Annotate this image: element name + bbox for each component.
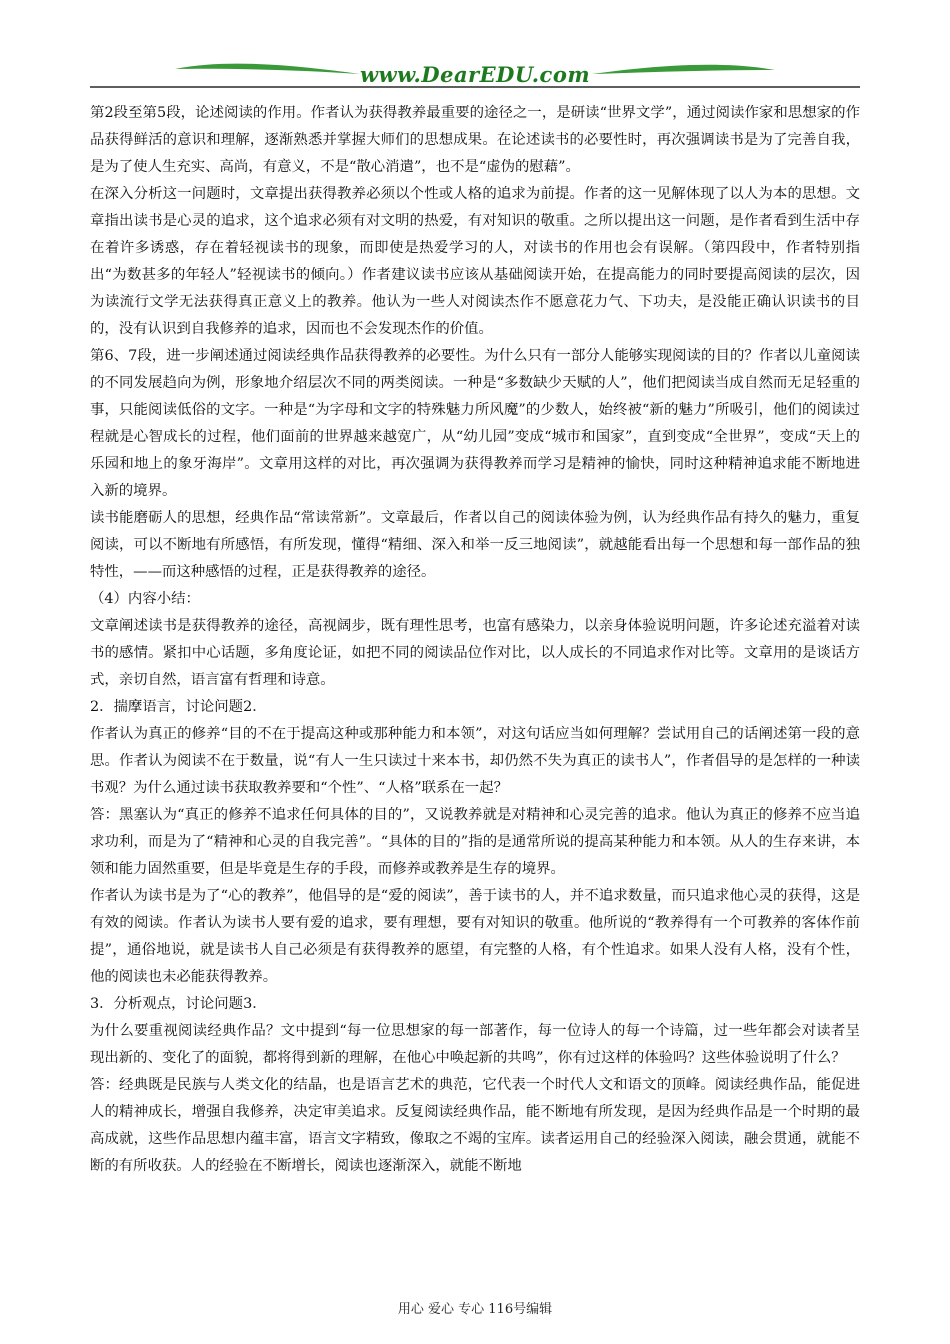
page-header <box>0 0 950 100</box>
paragraph: 文章阐述读书是获得教养的途径，高视阔步，既有理性思考，也富有感染力，以亲身体验说明问题，许多论述充溢着对读书的感情。紧扣中心话题，多角度论证，如把不同的阅读品位作对比，以人成长的不同追求作对比等。文章用的是谈话方式，亲切自然，语言富有哲理和诗意。 <box>90 618 860 688</box>
section-heading: （4）内容小结： <box>90 591 200 607</box>
paragraph: 在深入分析这一问题时，文章提出获得教养必须以个性或人格的追求为前提。作者的这一见解体现了以人为本的思想。文章指出读书是心灵的追求，这个追求必须有对文明的热爱，有对知识的敬重。之所以提出这一问题，是作者看到生活中存在着许多诱惑，存在着轻视读书的现象，而即使是热爱学习的人，对读书的作用也会有误解。（第四段中，作者特别指出“为数甚多的年轻人”轻视读书的倾向。）作者建议读书应该从基础阅读开始，在提高能力的同时要提高阅读的层次，因为读流行文学无法获得真正意义上的教养。他认为一些人对阅读杰作不愿意花力气、下功夫，是没能正确认识读书的目的，没有认识到自我修养的追求，因而也不会发现杰作的价值。 <box>90 186 860 337</box>
question-paragraph: 作者认为真正的修养“目的不在于提高这种或那种能力和本领”，对这句话应当如何理解？尝试用自己的话阐述第一段的意思。作者认为阅读不在于数量，说“有人一生只读过十来本书，却仍然不失为真正的读书人”，作者倡导的是怎样的一种读书观？为什么通过读书获取教养要和“个性”、“人格”联系在一起？ <box>90 726 860 796</box>
question-paragraph: 为什么要重视阅读经典作品？文中提到“每一位思想家的每一部著作，每一位诗人的每一个诗篇，过一些年都会对读者呈现出新的、变化了的面貌，都将得到新的理解，在他心中唤起新的共鸣”，你有过这样的体验吗？这些体验说明了什么？ <box>90 1023 860 1066</box>
answer-paragraph: 答：经典既是民族与人类文化的结晶，也是语言艺术的典范，它代表一个时代人文和语文的顶峰。阅读经典作品，能促进人的精神成长，增强自我修养，决定审美追求。反复阅读经典作品，能不断地有所发现，是因为经典作品是一个时期的最高成就，这些作品思想内蕴丰富，语言文字精致，像取之不竭的宝库。读者运用自己的经验深入阅读，融会贯通，就能不断的有所收获。人的经验在不断增长，阅读也逐渐深入，就能不断地 <box>90 1077 860 1174</box>
answer-paragraph: 答：黑塞认为“真正的修养不追求任何具体的目的”，又说教养就是对精神和心灵完善的追求。他认为真正的修养不应当追求功利，而是为了“精神和心灵的自我完善”。“具体的目的”指的是通常所说的提高某种能力和本领。从人的生存来讲，本领和能力固然重要，但是毕竟是生存的手段，而修养或教养是生存的境界。 <box>90 807 860 877</box>
section-heading: 2．揣摩语言，讨论问题2． <box>90 699 267 715</box>
left-swoosh <box>175 64 360 74</box>
section-heading: 3．分析观点，讨论问题3． <box>90 996 267 1012</box>
right-swoosh <box>592 65 775 74</box>
paragraph: 读书能磨砺人的思想，经典作品“常读常新”。文章最后，作者以自己的阅读体验为例，认为经典作品有持久的魅力，重复阅读，可以不断地有所感悟，有所发现，懂得“精细、深入和举一反三地阅读”，就越能看出每一个思想和每一部作品的独特性，——而这种感悟的过程，正是获得教养的途径。 <box>90 510 860 580</box>
paragraph: 第2段至第5段，论述阅读的作用。作者认为获得教养最重要的途径之一，是研读“世界文学”，通过阅读作家和思想家的作品获得鲜活的意识和理解，逐渐熟悉并掌握大师们的思想成果。在论述读书的必要性时，再次强调读书是为了完善自我，是为了使人生充实、高尚，有意义，不是“散心消遣”，也不是“虚伪的慰藉”。 <box>90 105 860 175</box>
paragraph: 第6、7段，进一步阐述通过阅读经典作品获得教养的必要性。为什么只有一部分人能够实现阅读的目的？作者以儿童阅读的不同发展趋向为例，形象地介绍层次不同的两类阅读。一种是“多数缺少天赋的人”，他们把阅读当成自然而无足轻重的事，只能阅读低俗的文字。一种是“为字母和文字的特殊魅力所风魔”的少数人，始终被“新的魅力”所吸引，他们的阅读过程就是心智成长的过程，他们面前的世界越来越宽广，从“幼儿园”变成“城市和国家”，直到变成“全世界”，变成“天上的乐园和地上的象牙海岸”。文章用这样的对比，再次强调为获得教养而学习是精神的愉快，同时这种精神追求能不断地进入新的境界。 <box>90 348 860 499</box>
page-footer: 用心 爱心 专心 116号编辑 <box>397 1302 553 1317</box>
paragraph: 作者认为读书是为了“心的教养”，他倡导的是“爱的阅读”，善于读书的人，并不追求数量，而只追求他心灵的获得，这是有效的阅读。作者认为读书人要有爱的追求，要有理想，要有对知识的敬重。他所说的“教养得有一个可教养的客体作前提”，通俗地说，就是读书人自己必须是有获得教养的愿望，有完整的人格，有个性追求。如果人没有人格，没有个性，他的阅读也未必能获得教养。 <box>90 888 860 985</box>
document-body <box>90 100 860 1180</box>
site-logo-text: www.DearEDU.com <box>359 62 591 87</box>
